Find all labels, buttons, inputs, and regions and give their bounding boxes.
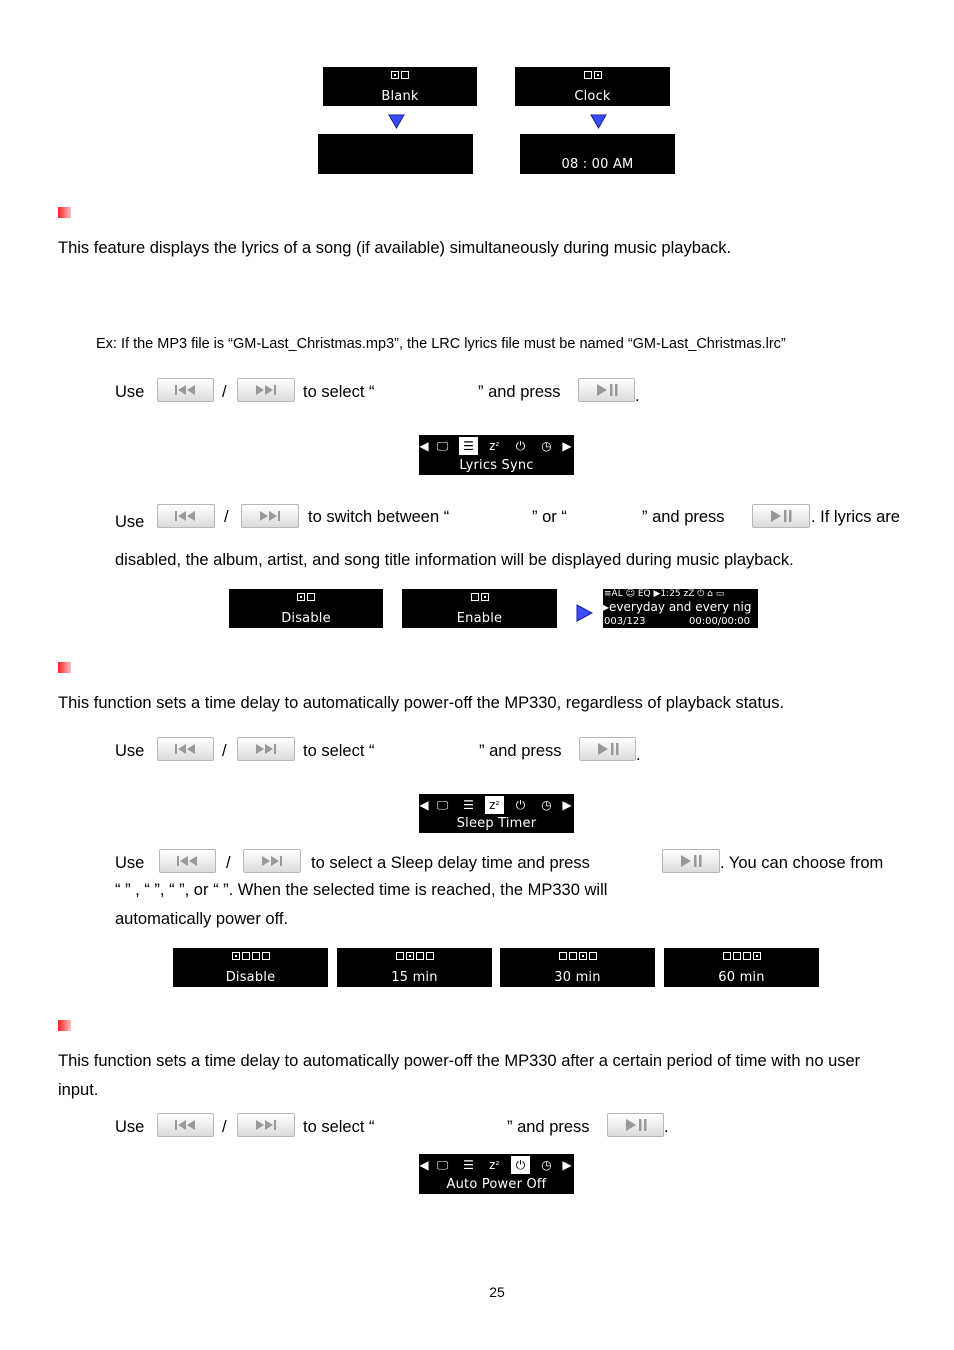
if-lyrics-text: . If lyrics are xyxy=(811,508,900,526)
sleep-icon: zᶻ xyxy=(489,1158,500,1172)
disable-label: Disable xyxy=(281,611,331,626)
lyrics-icon: ☰ xyxy=(463,1158,474,1172)
sleep-description: This function sets a time delay to automatically power-off the MP330, regardless of playback status. xyxy=(58,694,785,712)
switch-between-text: to switch between “ xyxy=(308,508,450,526)
chevron-right-icon: ▶ xyxy=(562,1158,572,1172)
chevron-right-icon: ▶ xyxy=(562,439,572,453)
skip-next-icon xyxy=(253,384,279,396)
auto-power-off-menu xyxy=(419,1154,574,1194)
skip-previous-icon xyxy=(173,1119,199,1131)
playback-status-bar: ≡AL ☺ EQ ▶1:25 zZ ⏻ ⌂ ▭ xyxy=(604,589,725,599)
menu-label: Sleep Timer xyxy=(456,816,537,831)
menu-label: Lyrics Sync xyxy=(459,458,534,473)
play-pause-button[interactable] xyxy=(752,504,810,528)
arrow-right-icon xyxy=(575,604,593,622)
disabled-info-text: disabled, the album, artist, and song title information will be displayed during music playback. xyxy=(115,551,794,569)
use-text: Use xyxy=(115,1118,145,1136)
playback-screen xyxy=(603,589,758,628)
auto-description-line2: input. xyxy=(58,1081,99,1099)
use-text: Use xyxy=(115,854,145,872)
display-icon: 🖵 xyxy=(436,439,449,453)
clock-result-screen xyxy=(520,134,675,174)
clock-icon: ◷ xyxy=(541,1158,552,1172)
prev-button[interactable] xyxy=(157,378,214,402)
clock-label: Clock xyxy=(574,89,611,104)
arrow-down-icon xyxy=(388,113,405,129)
section-bullet xyxy=(58,207,71,218)
disable-label: Disable xyxy=(225,970,276,985)
prev-button[interactable] xyxy=(157,1113,214,1137)
chevron-left-icon: ◀ xyxy=(419,798,429,812)
sleep-icon: zᶻ xyxy=(489,439,500,453)
skip-previous-icon xyxy=(173,510,199,522)
section-bullet xyxy=(58,662,71,673)
skip-next-icon xyxy=(259,855,285,867)
30-min-label: 30 min xyxy=(554,970,601,985)
blank-result-screen xyxy=(318,134,473,174)
menu-icons xyxy=(419,796,574,814)
select-delay-text: to select a Sleep delay time and press xyxy=(311,854,590,872)
menu-icons xyxy=(419,1156,574,1174)
display-icon: 🖵 xyxy=(436,1158,449,1172)
clock-time: 08 : 00 AM xyxy=(561,157,634,172)
prev-button[interactable] xyxy=(157,737,214,761)
skip-previous-icon xyxy=(173,384,199,396)
clock-icon: ◷ xyxy=(541,798,552,812)
period-text: . xyxy=(664,1118,669,1136)
play-pause-icon xyxy=(594,383,620,397)
play-pause-icon xyxy=(678,854,704,868)
slash-text: / xyxy=(222,1118,227,1136)
lyrics-example: Ex: If the MP3 file is “GM-Last_Christmas.mp3”, the LRC lyrics file must be named “GM-Last_Christmas.lrc” xyxy=(96,336,786,352)
lyrics-description: This feature displays the lyrics of a song (if available) simultaneously during music playback. xyxy=(58,239,732,257)
you-can-choose-text: . You can choose from xyxy=(720,854,884,872)
menu-label: Auto Power Off xyxy=(446,1177,547,1192)
use-text: Use xyxy=(115,742,145,760)
power-icon: ⏻ xyxy=(515,798,526,812)
period-text: . xyxy=(635,387,640,405)
option-indicator xyxy=(500,952,655,963)
power-icon: ⏻ xyxy=(511,1156,530,1174)
enable-screen xyxy=(402,589,557,628)
section-bullet xyxy=(58,1020,71,1031)
option-indicator xyxy=(337,952,492,963)
chevron-left-icon: ◀ xyxy=(419,1158,429,1172)
slash-text: / xyxy=(226,854,231,872)
next-button[interactable] xyxy=(243,849,301,873)
sleep-disable-screen xyxy=(173,948,328,987)
sleep-15-screen xyxy=(337,948,492,987)
lyrics-sync-menu xyxy=(419,435,574,475)
prev-button[interactable] xyxy=(157,504,215,528)
play-pause-icon xyxy=(595,742,621,756)
skip-next-icon xyxy=(257,510,283,522)
play-pause-button[interactable] xyxy=(607,1113,664,1137)
lyrics-icon: ☰ xyxy=(463,798,474,812)
option-indicator xyxy=(229,593,383,604)
enable-label: Enable xyxy=(456,611,503,626)
next-button[interactable] xyxy=(241,504,299,528)
60-min-label: 60 min xyxy=(718,970,765,985)
sleep-60-screen xyxy=(664,948,819,987)
skip-next-icon xyxy=(253,743,279,755)
use-text: Use xyxy=(115,383,145,401)
use-text: Use xyxy=(115,513,145,531)
clock-icon: ◷ xyxy=(541,439,552,453)
page-number: 25 xyxy=(489,1284,505,1300)
option-indicator xyxy=(402,593,557,604)
menu-icons xyxy=(419,437,574,455)
option-indicator xyxy=(664,952,819,963)
song-title: ▸everyday and every nig xyxy=(603,600,752,614)
to-select-text: to select “ xyxy=(303,1118,375,1136)
sleep-timer-menu xyxy=(419,794,574,833)
play-pause-button[interactable] xyxy=(579,737,636,761)
sleep-icon: zᶻ xyxy=(485,796,504,814)
disable-screen xyxy=(229,589,383,628)
play-pause-button[interactable] xyxy=(662,849,720,873)
auto-description-line1: This function sets a time delay to automatically power-off the MP330 after a certain period of time with no user xyxy=(58,1052,861,1070)
blank-label: Blank xyxy=(381,89,419,104)
auto-off-text: automatically power off. xyxy=(115,910,289,928)
slash-text: / xyxy=(222,742,227,760)
chevron-left-icon: ◀ xyxy=(419,439,429,453)
to-select-text: to select “ xyxy=(303,383,375,401)
option-indicator xyxy=(515,71,670,82)
next-button[interactable] xyxy=(237,737,295,761)
and-press-text: ” and press xyxy=(478,383,561,401)
clock-screen xyxy=(515,67,670,106)
track-time: 00:00/00:00 xyxy=(689,616,751,627)
sleep-30-screen xyxy=(500,948,655,987)
prev-button[interactable] xyxy=(159,849,216,873)
lyrics-icon: ☰ xyxy=(459,437,478,455)
power-icon: ⏻ xyxy=(515,439,526,453)
and-press-text: ” and press xyxy=(507,1118,590,1136)
chevron-right-icon: ▶ xyxy=(562,798,572,812)
options-text: “ ” , “ ”, “ ”, or “ ”. When the selected time is reached, the MP330 will xyxy=(115,881,608,899)
and-press-text: ” and press xyxy=(479,742,562,760)
next-button[interactable] xyxy=(237,1113,295,1137)
blank-screen xyxy=(323,67,477,106)
15-min-label: 15 min xyxy=(391,970,438,985)
skip-previous-icon xyxy=(175,855,201,867)
arrow-down-icon xyxy=(590,113,607,129)
or-text: ” or “ xyxy=(532,508,567,526)
next-button[interactable] xyxy=(237,378,295,402)
play-pause-icon xyxy=(623,1118,649,1132)
slash-text: / xyxy=(224,508,229,526)
play-pause-icon xyxy=(768,509,794,523)
to-select-text: to select “ xyxy=(303,742,375,760)
display-icon: 🖵 xyxy=(436,798,449,812)
skip-next-icon xyxy=(253,1119,279,1131)
option-indicator xyxy=(173,952,328,963)
and-press-text: ” and press xyxy=(642,508,725,526)
option-indicator xyxy=(323,71,477,82)
play-pause-button[interactable] xyxy=(578,378,635,402)
track-number: 003/123 xyxy=(604,616,646,627)
slash-text: / xyxy=(222,383,227,401)
skip-previous-icon xyxy=(173,743,199,755)
period-text: . xyxy=(636,746,641,764)
